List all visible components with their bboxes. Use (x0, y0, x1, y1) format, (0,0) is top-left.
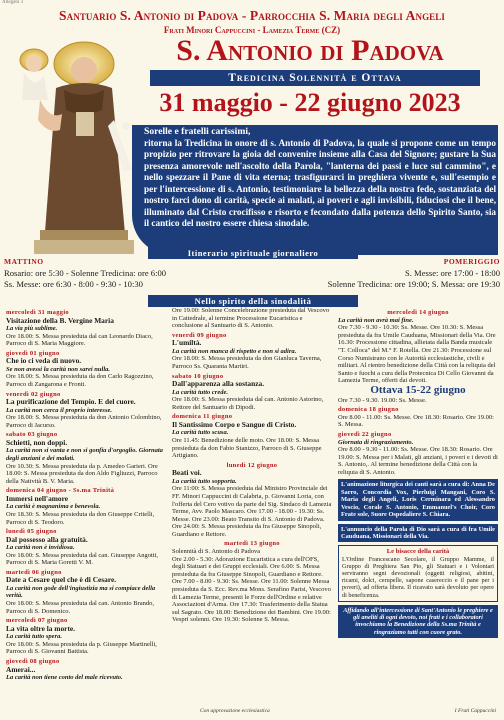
program-day (6, 658, 166, 682)
day-heading: sabato 03 giugno (6, 431, 58, 439)
program-day (172, 462, 332, 539)
saint-anthony-image (4, 30, 146, 260)
day-heading: lunedì 05 giugno (6, 528, 57, 536)
program-column-2 (172, 307, 332, 624)
day-schedule: Solennità di S. Antonio di Padova (172, 548, 261, 556)
morning-label: MATTINO (4, 257, 44, 266)
day-theme: Immersi nell'amore (6, 493, 69, 503)
bisacce-title: Le bisacce della carità (386, 548, 450, 556)
synod-title: Nello spirito della sinodalità (148, 295, 358, 307)
day-heading: martedì 13 giugno (224, 540, 280, 548)
bisacce-text: L'Ordine Francescano Secolare, il Gruppo Mamme, il Gruppo di Preghiera San Pio, gli Statuari e i Volontari serviranno segni devozionali (oggetti religiosi, abitini, ricami, dolci, cerupelle, sapone casereccio e il pane per i poveri), ad offerta libera. Il ricavato sarà devoluto per opere di beneficenza. (342, 555, 494, 599)
closing-prayer: Affidando all'intercessione di Sant'Antonio le preghiere e gli aneliti di ogni devoto, noi frati e i collaboratori invochiamo la Benedizione della Ss.ma Trinità e ringraziamo tutti con cuore grato. (338, 605, 498, 638)
day-schedule: Ore 18.30: S. Messa presieduta da don Giuseppe Critelli, Parroco di S. Teodoro. (6, 510, 155, 526)
afternoon-row-1: S. Messe: ore 17:00 - 18:00 (404, 267, 500, 278)
day-schedule: Ore 18.00: S. Messa presieduta dal can. Antonio Astorino, Rettore del Santuario di Dipodi. (172, 396, 324, 411)
day-heading: sabato 10 giugno (172, 372, 224, 380)
program-day (6, 350, 166, 389)
day-quote: La carità non cerca il proprio interesse. (6, 406, 112, 414)
program-day (338, 406, 498, 429)
day-theme: Che io ci veda di nuovo. (6, 356, 82, 366)
day-schedule: Ore 10.30: S. Messa presieduta da p. Amedeo Garieri. Ore 18.00: S. Messa presieduta da don Aldo Figliuzzi, Parroco della Natività B. V. Maria. (6, 462, 158, 485)
day-quote: La carità tutto scusa. (172, 429, 229, 437)
day-theme: La vita oltre la morte. (6, 623, 76, 633)
day-heading: giovedì 08 giugno (6, 658, 60, 666)
day-schedule: Ore 18.00: S. Messa presieduta da don Antonio Colombino, Parroco di Jacurso. (6, 414, 162, 429)
day-quote: La carità non manca di rispetto e non si adira. (172, 347, 297, 355)
day-schedule: Ore 11.45: Benedizione delle moto. Ore 18.00: S. Messa presieduta da don Fabio Stanizzo, Parroco di S. Giuseppe Artigiano. (172, 436, 322, 460)
afternoon-label: POMERIGGIO (443, 257, 500, 266)
day-theme: Dall'apparenza alla sostanza. (172, 379, 265, 389)
friars-header: Frati Minori Cappuccini - Lamezia Terme (CZ) (163, 25, 341, 35)
day-theme: Visitazione della B. Vergine Maria (6, 315, 114, 325)
ottava-title: Ottava 15-22 giugno (370, 383, 466, 396)
day-theme: Il Santissimo Corpo e Sangue di Cristo. (172, 419, 297, 429)
tredicina-subtitle: Tredicina Solennità e Ottava (150, 70, 480, 86)
program-day (6, 617, 166, 656)
day-heading: martedì 06 giugno (6, 568, 62, 576)
day-quote: La carità non si vanta e non si gonfia d'orgoglio. Giornata degli anziani e dei malati. (6, 447, 163, 462)
day-heading: domenica 04 giugno - Ss.ma Trinità (6, 487, 115, 495)
day-quote: La carità tutto sopporta. (172, 477, 237, 485)
day-schedule: Ore 2.00 - 5.30: Adorazione Eucaristica a cura dell'OFS, degli Statuari e dei Gruppi ecclesiali. Ore 6.00: S. Messa presieduta da fra Giuseppe Sinopoli, Guardiano e Rettore. Ore 7.00 - 8.00 - 9.30: Ss. Messe. Ore 11.00: Solenne Messa presieduta da S. Ecc. Rev.ma Mons. Serafino Parisi, Vescovo di Lamezia Terme, presenti le Forze dell'Ordine e relative Associazioni d'Arma. Ore 17.30: Trasferimento della Statua sul Sagrato. Ore 18.00: Benedizione dei Bambini. Ore 19.00: Vespri solenni. Ore 19.30: Solenne S. Messa. (172, 555, 331, 624)
day-theme: Schietti, non doppi. (6, 437, 68, 447)
day-heading: lunedì 12 giugno (226, 461, 278, 469)
day-heading: giovedì 22 giugno (338, 430, 392, 438)
program-columns (6, 307, 498, 705)
day-schedule: Ore 18.00: S. Messa presieduta da don Carlo Ragozzino, Parroco di Zangarona e Fronti. (6, 373, 154, 388)
day-heading: giovedì 01 giugno (6, 349, 60, 357)
day-theme: Date a Cesare quel che è di Cesare. (6, 575, 117, 585)
liturgy-animation-box: L'animazione liturgica dei canti sarà a cura di: Anna De Sarro, Concordia Vox, Pierluigi Mangani, Coro S. Maria degli Angeli, Loris Cerminara ed Alessandro Vescio, Corale S. Antonio, Emmanuel's Choir, Coro Frate sole, Suore Ospedaliere S. Chiara. (338, 479, 498, 520)
program-day (6, 431, 166, 485)
intro-body: ritorna la Tredicina in onore di s. Antonio di Padova, la quale si propone come un tempo propizio per ritrovare la gioia del convenire insieme alla Casa del Signore; gustare la Sua presenza amorevole nell'ascolto della Parola, "lanterna dei passi e luce sul cammino", e nello spezzare il Pane di vita eterna; trasfigurarci in preghiera vivente e, sull'esempio e per l'intercessione di s. Antonio, testimoniare la bellezza della nostra fede, sostanziata del nostro farci dono di carità, specie ai malati, ai poveri e agli invisibili, fiduciosi che il bene, illuminato dal Cristo crocifisso e risorto e fecondato dalla potenza dello Spirito Santo, sia il cantico del nostro essere chiesa sinodale. (144, 137, 496, 228)
signature: I Frati Cappuccini (454, 708, 496, 714)
intro-message (144, 126, 496, 230)
program-day (172, 540, 332, 555)
program-day (172, 413, 332, 459)
program-day (338, 431, 498, 477)
program-day (338, 309, 498, 385)
morning-row-1: Rosario: ore 5:30 - Solenne Tredicina: ore 6:00 (4, 267, 167, 278)
program-day (6, 528, 166, 567)
day-quote: La carità non gode dell'ingiustizia ma si compiace della verità. (6, 584, 156, 600)
afternoon-row-2: Solenne Tredicina: ore 19:00; S. Messa: ore 19:30 (327, 278, 500, 289)
program-column-1 (6, 307, 166, 682)
program-day (172, 556, 332, 624)
day-heading: venerdì 02 giugno (6, 390, 61, 398)
attachment-label: Allegato 3 (2, 0, 23, 5)
program-day (172, 332, 332, 371)
day-quote: La carità non avrà mai fine. (338, 316, 414, 324)
program-day (6, 309, 166, 348)
word-announcement-box: L'annuncio della Parola di Dio sarà a cura di fra Umile Cauduana, Missionari della Via. (338, 524, 498, 543)
day-schedule: Ore 7.30 - 9.30 - 10.30: Ss. Messe. Ore 10.30: S. Messa presieduta da fra Umile Cauduana, Missionari della Via. Ore 16.30: Processione cittadina, allietata dalla Banda musicale "T. Colloca" del M.° F. Rotella. Ore 21.30: Processione sul Corso Numistrano con le Autorità ecclesiastiche, civili e militari. Al rientro benedizione della Città con la reliquia del Santo e fuochi a cura della Protecnica Di Cello Giovanni da Lamezia Terme, offerti dai devoti. (338, 324, 496, 385)
day-schedule: Ore 18.00: S. Messa presieduta dal can. Antonio Brando, Parroco di S. Domenico. (6, 600, 155, 615)
day-schedule: Ore 18.00: S. Messa presieduta da don Gianluca Taverna, Parroco Ss. Quaranta Martiri. (172, 355, 322, 370)
day-quote: La carità tutto crede. (172, 388, 228, 396)
day-heading: mercoledì 31 maggio (6, 309, 69, 316)
day-heading: venerdì 09 giugno (172, 331, 227, 339)
event-dates: 31 maggio - 22 giugno 2023 (159, 88, 461, 117)
day-quote: Se non avessi la carità non sarei nulla. (6, 365, 111, 373)
day-quote: La carità è magnanima e benevola. (6, 503, 101, 511)
day-schedule: Ore 8.00 - 9.30 - 11.00: Ss. Messe. Ore 18.30: Rosario. Ore 19.00: S. Messa per i Malati, gli anziani, i poveri e i devoti di S. Antonio,. Al termine benedizione della Città con la reliquia di S. Antonio. (338, 446, 498, 476)
day-quote: La carità tutto spera. (6, 633, 62, 641)
program-day (172, 373, 332, 412)
day-quote: La carità non è invidiosa. (6, 544, 75, 552)
program-day (338, 397, 498, 405)
day-theme: La purificazione del Tempio. E del cuore. (6, 397, 136, 407)
daily-schedule (4, 257, 500, 289)
day-theme: Amerai... (6, 664, 36, 674)
day-heading: mercoledì 14 giugno (387, 309, 449, 316)
program-column-3 (338, 307, 498, 638)
morning-row-2: Ss. Messe: ore 6:30 - 8:00 - 9:30 - 10:30 (4, 278, 143, 289)
day-quote: La carità non tiene conto del male ricevuto. (6, 674, 123, 682)
day-heading: domenica 18 giugno (338, 406, 399, 414)
day-heading: domenica 11 giugno (172, 413, 233, 421)
day-schedule: Ore 8.00 - 11.00: Ss. Messe. Ore 18.30: Rosario. Ore 19.00: S. Messa. (338, 413, 494, 429)
day-theme: L'umiltà. (172, 338, 202, 348)
day-schedule: Ore 7.30 - 9.30. 19.00: Ss. Messe. (338, 396, 427, 404)
program-day (6, 391, 166, 430)
program-day (6, 487, 166, 526)
day-schedule: Ore 18.00: S. Messa presieduta dal can Leonardo Diaco, Parroco di S. Maria Maggiore. (6, 332, 153, 348)
day-quote: Giornata di ringraziamento. (338, 438, 414, 446)
day-quote: La via più sublime. (6, 325, 58, 332)
sanctuary-header: Santuario S. Antonio di Padova - Parrocchia S. Maria degli Angeli (59, 8, 445, 23)
day-theme: Beati voi. (172, 468, 202, 478)
program-day (172, 307, 332, 330)
bisacce-box (338, 545, 498, 601)
ecclesiastical-approval: Con approvazione ecclesiastica (200, 708, 270, 714)
program-day (6, 569, 166, 615)
day-schedule: Ore 18.00: S. Messa presieduta dal can. Giuseppe Angotti, Parroco di S. Maria Goretti V. M. (6, 551, 158, 567)
day-heading: mercoledì 07 giugno (6, 617, 68, 625)
day-schedule: Ore 19.00: Solenne Concelebrazione presieduta dal Vescovo in Cattedrale, al termine Processione Eucaristica e conclusione al Santuario di S. Antonio. (172, 307, 330, 330)
itinerary-title: Itinerario spirituale giornaliero (148, 247, 358, 259)
main-title: S. Antonio di Padova (176, 34, 444, 67)
day-theme: Dal possesso alla gratuità. (6, 534, 88, 544)
day-schedule: Ore 18.00: S. Messa presieduta da p. Giuseppe Martinelli, Parroco di S. Giovanni Battista. (6, 640, 157, 656)
intro-greeting: Sorelle e fratelli carissimi, (144, 126, 251, 137)
day-schedule: Ore 11:00: S. Messa presieduta dal Ministro Provinciale dei FF. Minori Cappuccini di Calabria, p. Giovanni Loria, con l'offerta del Cero votivo da parte del Sig. Sindaco di Lamezia Terme, Avv. Paolo Mascaro. Ore 17.00 - 18.00 - 19.30: Ss. Messe. Ore 23.00: Beato Transito di S. Antonio di Padova. Ore 24.00: S. Messa presieduta da fra Giuseppe Sinopoli, Guardiano e Rettore. (172, 485, 332, 538)
